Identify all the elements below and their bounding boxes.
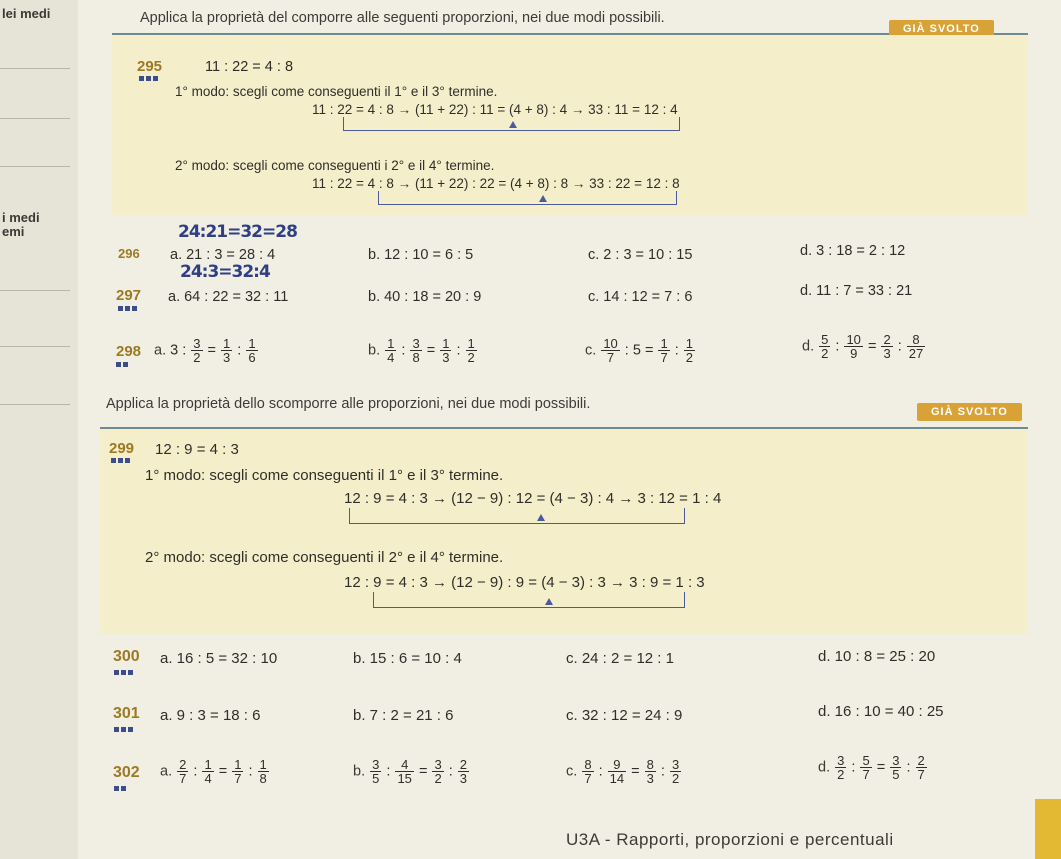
difficulty-mark — [114, 786, 119, 791]
mode1-description: 1° modo: scegli come conseguenti il 1° e il 3° termine. — [145, 467, 504, 484]
mode1-expression: 12 : 9 = 4 : 3 → (12 − 9) : 12 = (4 − 3) : 4 → 3 : 12 = 1 : 4 — [344, 490, 722, 507]
arrow-up-icon — [509, 121, 517, 128]
exercise-297d: d. 11 : 7 = 33 : 21 — [800, 283, 913, 299]
exercise-297c: c. 14 : 12 = 7 : 6 — [588, 289, 693, 305]
exercise-296c: c. 2 : 3 = 10 : 15 — [588, 247, 693, 263]
mode2-description: 2° modo: scegli come conseguenti il 2° e il 4° termine. — [145, 549, 504, 566]
exercise-number: 296 — [118, 246, 140, 261]
exercise-number: 300 — [113, 648, 140, 665]
already-done-badge: GIÀ SVOLTO — [917, 403, 1022, 421]
exercise-296a: a. 21 : 3 = 28 : 4 — [170, 247, 276, 263]
difficulty-mark — [125, 458, 130, 463]
exercise-301c: c. 32 : 12 = 24 : 9 — [566, 707, 683, 724]
handwritten-note: 24:21=32=28 — [178, 222, 297, 242]
exercise-301a: a. 9 : 3 = 18 : 6 — [160, 707, 261, 724]
page-corner-tab — [1035, 799, 1061, 859]
exercise-297b: b. 40 : 18 = 20 : 9 — [368, 289, 482, 305]
mode2-expression: 11 : 22 = 4 : 8 → (11 + 22) : 22 = (4 + 8) : 8 → 33 : 22 = 12 : 8 — [312, 176, 680, 191]
exercise-296d: d. 3 : 18 = 2 : 12 — [800, 243, 906, 259]
divider — [0, 404, 70, 405]
mode1-expression: 11 : 22 = 4 : 8 → (11 + 22) : 11 = (4 + 8) : 4 → 33 : 11 = 12 : 4 — [312, 102, 678, 117]
difficulty-mark — [118, 306, 123, 311]
difficulty-mark — [121, 786, 126, 791]
difficulty-mark — [132, 306, 137, 311]
exercise-number: 298 — [116, 343, 142, 360]
term-bracket — [349, 508, 685, 524]
difficulty-mark — [121, 670, 126, 675]
difficulty-mark — [146, 76, 151, 81]
margin-note: lei medi — [2, 6, 51, 21]
exercise-number: 302 — [113, 764, 140, 781]
mode2-expression: 12 : 9 = 4 : 3 → (12 − 9) : 9 = (4 − 3) : 3 → 3 : 9 = 1 : 3 — [344, 574, 705, 591]
divider — [0, 166, 70, 167]
arrow-up-icon — [539, 195, 547, 202]
section2-instruction: Applica la proprietà dello scomporre alle proporzioni, nei due modi possibili. — [106, 396, 591, 412]
term-bracket — [378, 191, 677, 205]
exercise-298c: c. $\frac{10}{7}$ : 5 = $\frac{1}{7}$ : $\frac{1}{2}$ — [585, 336, 694, 365]
difficulty-mark — [111, 458, 116, 463]
difficulty-mark — [118, 458, 123, 463]
section1-instruction: Applica la proprietà del comporre alle seguenti proporzioni, nei due modi possibili. — [140, 10, 665, 26]
handwritten-note: 24:3=32:4 — [180, 262, 270, 282]
left-page-edge — [0, 0, 78, 859]
term-bracket — [373, 592, 685, 608]
exercise-297a: a. 64 : 22 = 32 : 11 — [168, 289, 289, 305]
exercise-302a: a. $\frac{2}{7}$ : $\frac{1}{4}$ = $\frac{1}{7}$ : $\frac{1}{8}$ — [160, 757, 267, 786]
exercise-number: 299 — [109, 440, 135, 457]
exercise-300c: c. 24 : 2 = 12 : 1 — [566, 650, 674, 667]
difficulty-mark — [153, 76, 158, 81]
margin-note: i medi — [2, 210, 40, 225]
difficulty-mark — [116, 362, 121, 367]
exercise-302d: d. $\frac{3}{2}$ : $\frac{5}{7}$ = $\frac{3}{5}$ : $\frac{2}{7}$ — [818, 753, 925, 782]
page-footer: U3A - Rapporti, proporzioni e percentuali — [566, 830, 894, 849]
exercise-302c: c. $\frac{8}{7}$ : $\frac{9}{14}$ = $\frac{8}{3}$ : $\frac{3}{2}$ — [566, 757, 680, 786]
difficulty-mark — [139, 76, 144, 81]
exercise-296b: b. 12 : 10 = 6 : 5 — [368, 247, 474, 263]
difficulty-mark — [128, 670, 133, 675]
exercise-298b: b. $\frac{1}{4}$ : $\frac{3}{8}$ = $\frac{1}{3}$ : $\frac{1}{2}$ — [368, 336, 475, 365]
exercise-300d: d. 10 : 8 = 25 : 20 — [818, 648, 936, 665]
exercise-298a: a. 3 : $\frac{3}{2}$ = $\frac{1}{3}$ : $\frac{1}{6}$ — [154, 336, 256, 365]
difficulty-mark — [121, 727, 126, 732]
exercise-301d: d. 16 : 10 = 40 : 25 — [818, 703, 944, 720]
proportion: 11 : 22 = 4 : 8 — [205, 59, 294, 75]
exercise-302b: b. $\frac{3}{5}$ : $\frac{4}{15}$ = $\frac{3}{2}$ : $\frac{2}{3}$ — [353, 757, 468, 786]
exercise-number: 301 — [113, 705, 140, 722]
difficulty-mark — [128, 727, 133, 732]
mode2-description: 2° modo: scegli come conseguenti i 2° e il 4° termine. — [175, 158, 495, 173]
difficulty-mark — [114, 670, 119, 675]
difficulty-mark — [114, 727, 119, 732]
difficulty-mark — [125, 306, 130, 311]
exercise-301b: b. 7 : 2 = 21 : 6 — [353, 707, 454, 724]
arrow-up-icon — [537, 514, 545, 521]
divider — [0, 118, 70, 119]
arrow-up-icon — [545, 598, 553, 605]
exercise-298d: d. $\frac{5}{2}$ : $\frac{10}{9}$ = $\frac{2}{3}$ : $\frac{8}{27}$ — [802, 332, 924, 361]
exercise-300b: b. 15 : 6 = 10 : 4 — [353, 650, 462, 667]
already-done-badge: GIÀ SVOLTO — [889, 20, 994, 38]
exercise-number: 295 — [137, 58, 163, 75]
divider — [0, 68, 70, 69]
margin-note: emi — [2, 224, 25, 239]
divider — [0, 346, 70, 347]
difficulty-mark — [123, 362, 128, 367]
mode1-description: 1° modo: scegli come conseguenti il 1° e il 3° termine. — [175, 84, 498, 99]
divider — [0, 290, 70, 291]
proportion: 12 : 9 = 4 : 3 — [155, 441, 239, 458]
exercise-300a: a. 16 : 5 = 32 : 10 — [160, 650, 278, 667]
exercise-number: 297 — [116, 287, 142, 304]
